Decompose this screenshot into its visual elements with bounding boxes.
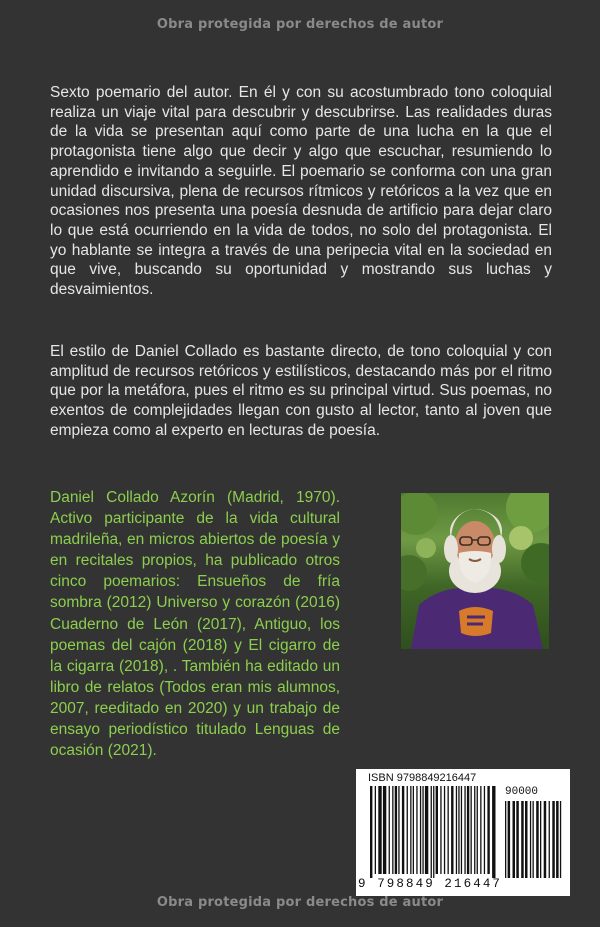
addon-barcode-bar — [530, 801, 531, 878]
isbn-label: ISBN 9798849216447 — [368, 772, 477, 784]
isbn-barcode — [356, 769, 570, 896]
barcode-bar — [448, 786, 449, 874]
barcode-bar — [395, 786, 397, 874]
barcode-bar — [370, 786, 372, 878]
barcode-bar — [477, 786, 478, 874]
barcode-bar — [416, 786, 417, 874]
barcode-bar — [474, 786, 475, 874]
barcode-bar — [425, 786, 428, 874]
addon-barcode-bar — [533, 801, 534, 878]
addon-barcode-bar — [521, 801, 524, 878]
addon-barcode-bar — [540, 801, 541, 878]
addon-barcode-bar — [556, 801, 559, 878]
price-code: 90000 — [505, 786, 539, 798]
barcode-bar — [431, 786, 432, 878]
barcode-bar — [444, 786, 445, 874]
barcode-bar — [389, 786, 390, 874]
barcode-bar — [471, 786, 472, 874]
barcode-bar — [407, 786, 408, 874]
watermark-bottom: Obra protegida por derechos de autor — [156, 895, 444, 910]
synopsis-paragraph: Sexto poemario del autor. En él y con su acostumbrado tono coloquial realiza un viaje vital para descubrir y descubrirse. Las realidades duras de la vida se presentan aquí como parte de una lucha en la que el protagonista tiene algo que decir y algo que escuchar, resumiendo lo aprendido e invitando a seguirle. El poemario se conforma con una gran unidad discursiva, plena de recursos rítmicos y retóricos a la vez que en ocasiones nos presenta una poesía desnuda de artificio para dejar claro lo que está ocurriendo en la vida de todos, no solo del protagonista. El yo hablante se integra a través de una peripecia vital en la sociedad en que vive, buscando su oportunidad y mostrando sus luchas y desvaimientos. — [50, 84, 552, 299]
ean-digits: 9 798849 216447 — [358, 877, 503, 891]
barcode-bar — [410, 786, 411, 874]
barcode-bar — [420, 786, 421, 874]
barcode-bar — [383, 786, 386, 874]
author-photo — [401, 493, 549, 649]
addon-barcode-bar — [505, 801, 506, 878]
barcode-bar — [378, 786, 381, 874]
barcode-bar — [375, 786, 376, 874]
barcode-bar — [487, 786, 489, 874]
addon-barcode-bar — [544, 801, 547, 878]
barcode-bar — [436, 786, 438, 874]
addon-barcode-bar — [536, 801, 539, 878]
barcode-bar — [458, 786, 459, 874]
barcode-bar — [467, 786, 469, 874]
barcode-bar — [492, 786, 495, 878]
barcode-bar — [440, 786, 441, 874]
addon-barcode-bar — [508, 801, 511, 878]
addon-barcode-bar — [549, 801, 550, 878]
addon-barcode-bar — [525, 801, 528, 878]
barcode-bar — [392, 786, 393, 874]
barcode-bar — [484, 786, 485, 874]
style-paragraph: El estilo de Daniel Collado es bastante directo, de tono coloquial y con amplitud de recursos retóricos y estilísticos, destacando más por el ritmo que por la metáfora, pues el ritmo es su principal virtud. Sus poemas, no exentos de complejidades llegan con gusto al lector, tanto al joven que empieza como al experto en lecturas de poesía. — [50, 343, 552, 439]
barcode-bar — [451, 786, 453, 874]
barcode-bar — [433, 786, 434, 878]
author-portrait-illustration — [401, 493, 549, 649]
addon-barcode-bar — [552, 801, 555, 878]
barcode-bar — [413, 786, 414, 874]
addon-barcode-bar — [516, 801, 519, 878]
barcode-bar — [398, 786, 399, 874]
barcode-bar — [402, 786, 404, 874]
author-bio: Daniel Collado Azorín (Madrid, 1970). Activo participante de la vida cultural madrileña, en micros abiertos de poesía y en recitales propios, ha publicado otros cinco poemarios: Ensueños de fría sombra (2012) Universo y corazón (2016) Cuaderno de León (2017), Antiguo, los poemas del cajón (2018) y El cigarro de la cigarra (2018), . También ha editado un libro de relatos (Todos eran mis alumnos, 2007, reeditado en 2020) y un trabajo de ensayo periodístico titulado Lenguas de ocasión (2021). — [50, 489, 340, 760]
barcode-bar — [464, 786, 465, 874]
barcode-bar — [456, 786, 457, 874]
addon-barcode-bar — [513, 801, 516, 878]
watermark-top: Obra protegida por derechos de autor — [156, 17, 444, 32]
barcode-bar — [422, 786, 423, 874]
addon-barcode-bar — [560, 801, 561, 878]
barcode-bar — [461, 786, 462, 874]
barcode-bar — [480, 786, 481, 874]
